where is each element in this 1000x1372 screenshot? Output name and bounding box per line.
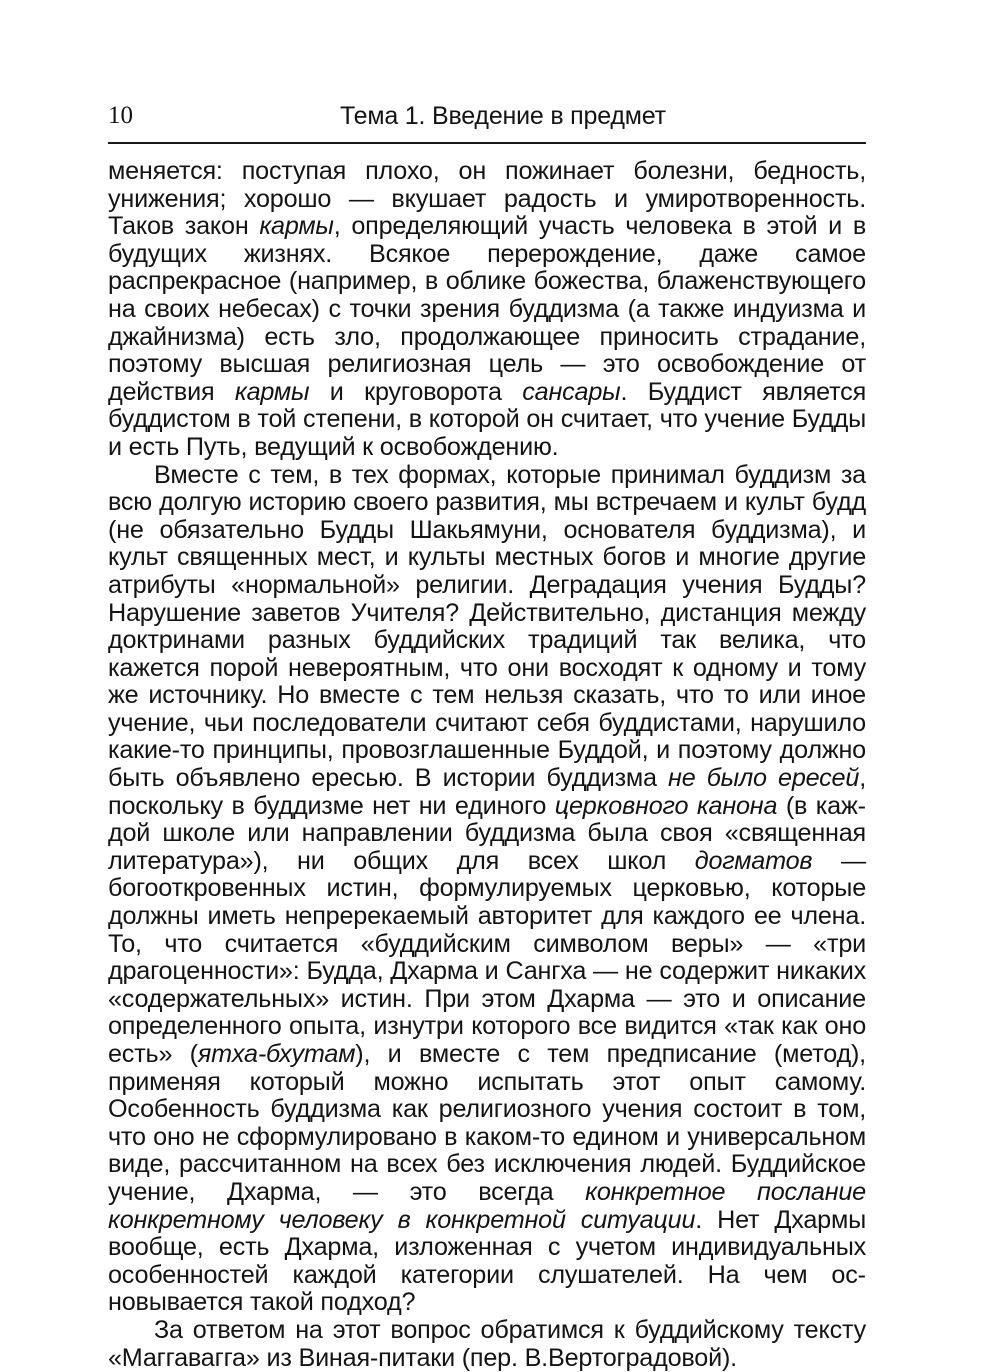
- italic-term: конкретное послание конкретному человеку в конкретной ситуации: [108, 1177, 866, 1234]
- italic-term: ятха-бхутам: [197, 1040, 356, 1068]
- italic-term: кармы: [234, 377, 310, 406]
- italic-term: не было ересей: [668, 764, 860, 793]
- text-segment: , определяющий участь человека в этой и в будущих жизнях. Всякое перерождение, даже самое распрекрасное (например, в облике божества, блаженствующего на своих небесах) с точки зрения буддизма (а также индуизма и джайнизма) есть зло, продолжающее приносить страдание, поэтому высшая религиозная цель — это освобождение от действия: [108, 212, 866, 406]
- page-body: [108, 158, 866, 1372]
- text-segment: меняется: поступая плохо, он пожинает болезни, бедность, унижения; хорошо — вкушает радость и умиротворенность. Таков закон: [108, 157, 866, 241]
- text-segment: . Нет Дхармы вообще, есть Дхарма, изложенная с учетом индивидуальных особенностей каждой категории слушателей. На чем основывается такой подход?: [108, 1205, 867, 1317]
- italic-term: сансары: [522, 377, 621, 406]
- running-title: Тема 1. Введение в предмет: [340, 102, 666, 130]
- italic-term: церковного канона: [554, 791, 778, 820]
- text-segment: , поскольку в буддизме нет ни единого: [108, 764, 866, 820]
- italic-term: догматов: [694, 846, 813, 875]
- text-segment: и круговорота: [309, 377, 523, 406]
- text-segment: (в каждой школе или направлении буддизма была своя «священная литература»), ни общих для всех школ: [108, 791, 866, 875]
- paragraph: [108, 462, 866, 1317]
- text-segment: ), и вместе с тем предписание (метод), применяя который можно испытать этот опыт самому. Особенность буддизма как религиозного учения состоит в том, что оно не сформулировано в каком-то едином и универсальном виде, рассчитанном на всех без исключения людей. Буддийское учение, Дхарма, — это всегда: [108, 1040, 866, 1206]
- text-segment: . Буддист является буддистом в той степени, в которой он считает, что учение Будды и есть Путь, ведущий к освобождению.: [108, 377, 867, 461]
- italic-term: кармы: [259, 212, 334, 241]
- paragraph: [108, 1317, 866, 1372]
- page-header: [108, 96, 866, 144]
- book-page: [108, 96, 866, 1372]
- text-segment: — богооткровенных истин, формулируемых церковью, которые должны иметь непререкаемый авторитет для каждого ее члена. То, что считается «буддийским символом веры» — «три драгоценности»: Будда, Дхарма и Сангха — не содержит никаких «содержательных» истин. При этом Дхарма — это и описание определенного опыта, изнутри которого все видится «так как оно есть» (: [108, 846, 866, 1068]
- paragraph: [108, 158, 866, 462]
- page-number: 10: [108, 102, 133, 129]
- text-segment: Вместе с тем, в тех формах, которые принимал буддизм за всю долгую историю своего развития, мы встречаем и культ будд (не обязательно Будды Шакьямуни, основателя буддизма), и культ священных мест, и культы местных богов и многие другие атрибуты «нормальной» религии. Деградация учения Будды? Нарушение заветов Учителя? Действительно, дистанция между доктринами разных буддийских традиций так велика, что кажется порой невероятным, что они восходят к одному и тому же источнику. Но вместе с тем нельзя сказать, что то или иное учение, чьи последователи считают себя буддистами, нарушило какие-то принципы, провозглашенные Буддой, и поэтому должно быть объявлено ересью. В истории буддизма: [108, 460, 866, 793]
- text-segment: За ответом на этот вопрос обратимся к буддийскому тексту «Маггавагга» из Виная-питаки (пер. В.Вертоградовой).: [108, 1315, 866, 1372]
